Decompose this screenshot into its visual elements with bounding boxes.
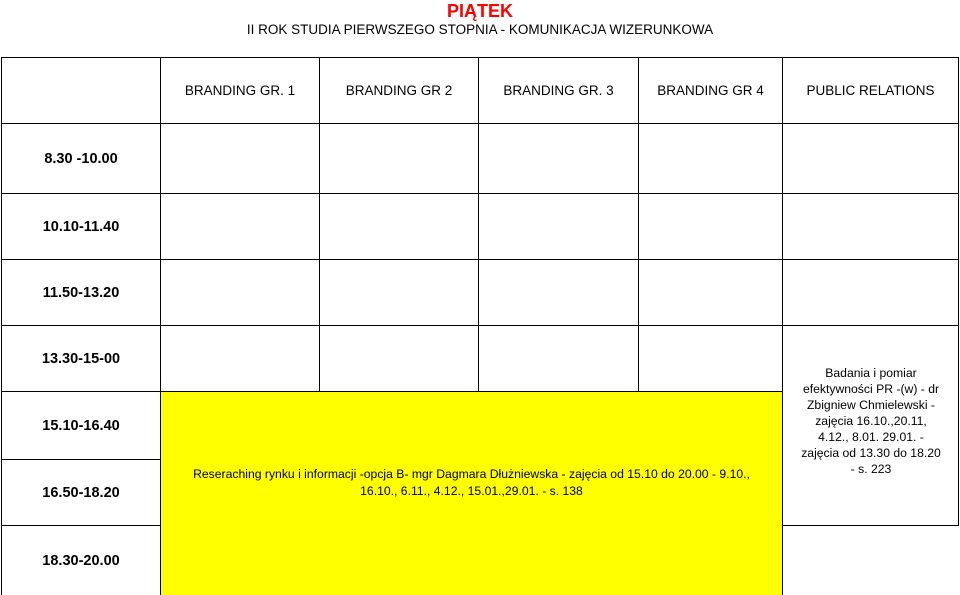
header-branding-gr1: BRANDING GR. 1 [184, 82, 296, 98]
time-slot: 11.50-13.20 [42, 284, 120, 301]
header-public-relations: PUBLIC RELATIONS [806, 82, 935, 98]
branding-class-info [161, 466, 782, 500]
header-branding-gr2: BRANDING GR 2 [345, 82, 453, 98]
branding-class-line: Reseraching rynku i informacji -opcja B- mgr Dagmara Dłużniewska - zajęcia od 15.10 do 20.00 - 9.10., [193, 467, 750, 481]
time-slot: 16.50-18.20 [42, 484, 120, 501]
page-subtitle: II ROK STUDIA PIERWSZEGO STOPNIA - KOMUNIKACJA WIZERUNKOWA [246, 22, 714, 37]
pr-class-info [783, 365, 959, 477]
time-slot: 10.10-11.40 [42, 218, 120, 235]
time-slot: 18.30-20.00 [42, 552, 120, 569]
time-slot: 8.30 -10.00 [44, 150, 118, 167]
header-branding-gr4: BRANDING GR 4 [657, 82, 764, 98]
page-title: PIĄTEK [446, 1, 513, 21]
pr-class-line: zajęcia od 13.30 do 18.20 [801, 446, 941, 460]
grid-line [160, 57, 161, 595]
pr-class-line: efektywności PR -(w) - dr [802, 382, 940, 396]
pr-class-line: Zbigniew Chmielewski - [806, 398, 935, 412]
pr-class-line: - s. 223 [850, 462, 892, 476]
pr-class-line: 4.12., 8.01. 29.01. - [818, 430, 924, 444]
time-slot: 13.30-15-00 [41, 350, 121, 367]
time-slot: 15.10-16.40 [42, 417, 120, 434]
branding-class-line: 16.10., 6.11., 4.12., 15.01.,29.01. - s. 138 [360, 484, 583, 498]
pr-class-line: zajęcia 16.10.,20.11, [815, 414, 927, 428]
pr-class-line: Badania i pomiar [825, 366, 917, 380]
header-branding-gr3: BRANDING GR. 3 [503, 82, 614, 98]
grid-line [782, 57, 783, 595]
grid-line [783, 525, 959, 526]
